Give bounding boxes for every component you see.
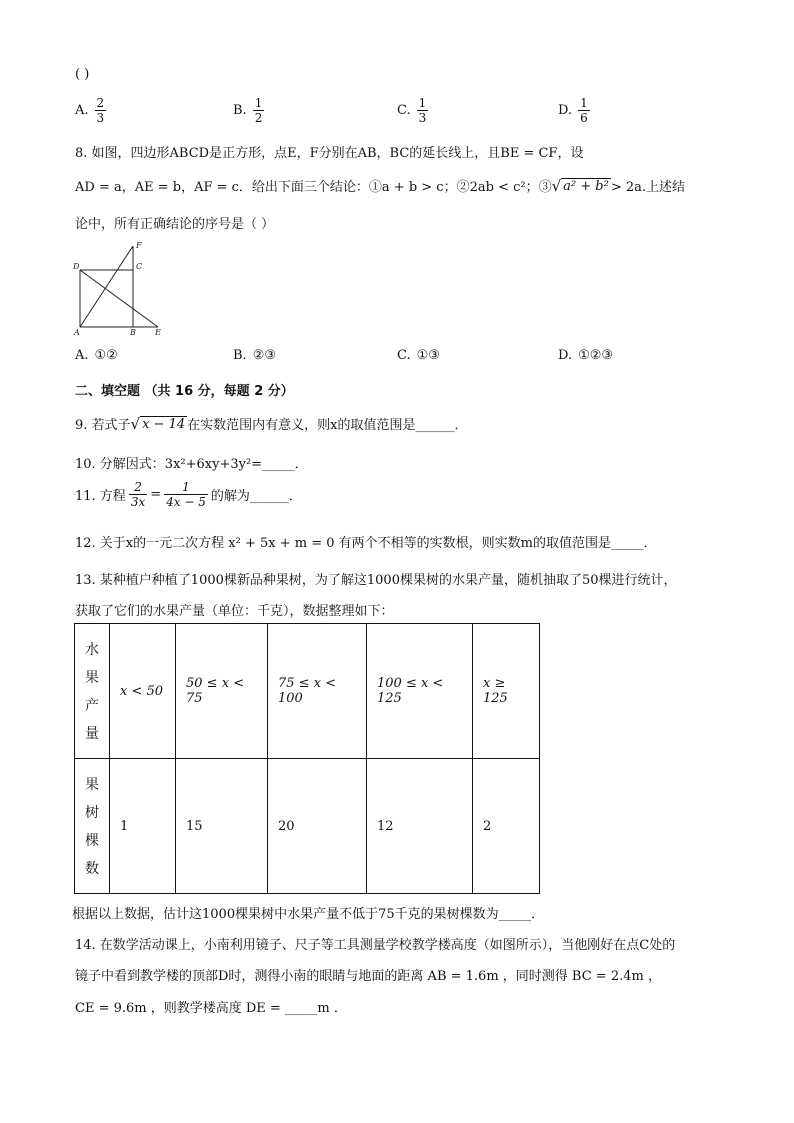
q11-prefix: 11. 方程 bbox=[75, 489, 126, 504]
q11-suffix: 的解为______． bbox=[210, 489, 302, 504]
option-label: B. bbox=[233, 348, 247, 363]
q7-option-d[interactable] bbox=[558, 96, 590, 125]
option-label: B. bbox=[233, 103, 247, 118]
fraction-right bbox=[164, 480, 208, 509]
q14-line-2: 镜子中看到教学楼的顶部D时，测得小南的眼睛与地面的距离 AB = 1.6m ，同时测得 BC = 2.4m ， bbox=[75, 969, 661, 984]
q7-options bbox=[75, 96, 755, 136]
header-char: 数 bbox=[85, 861, 99, 877]
option-label: D. bbox=[558, 348, 573, 363]
header-char: 果 bbox=[85, 670, 99, 686]
denominator: 3x bbox=[130, 495, 146, 509]
option-label: C. bbox=[397, 348, 411, 363]
label-f: F bbox=[136, 241, 142, 250]
row-header-count bbox=[75, 759, 110, 894]
numerator: 1 bbox=[182, 480, 190, 494]
option-text: ①②③ bbox=[578, 348, 614, 363]
q8-option-a[interactable] bbox=[75, 348, 118, 363]
fraction bbox=[253, 96, 265, 125]
q8-option-d[interactable] bbox=[558, 348, 613, 363]
option-label: A. bbox=[75, 103, 89, 118]
q8-line-2 bbox=[75, 176, 685, 195]
numerator: 1 bbox=[418, 96, 427, 110]
q13-after: 根据以上数据，估计这1000棵果树中水果产量不低于75千克的果树棵数为_____． bbox=[72, 907, 545, 922]
q14-line-3: CE = 9.6m ，则教学楼高度 DE = _____m ． bbox=[75, 1001, 347, 1016]
q8-option-b[interactable] bbox=[233, 348, 276, 363]
header-char: 果 bbox=[85, 777, 99, 793]
label-c: C bbox=[136, 262, 143, 271]
fraction-left bbox=[129, 480, 147, 509]
segment-af bbox=[80, 246, 133, 327]
row-header-yield bbox=[75, 624, 110, 759]
q11 bbox=[75, 480, 302, 509]
sqrt-expression: √ a² + b² bbox=[551, 176, 609, 195]
numerator: 2 bbox=[134, 480, 142, 494]
q8-line-2-text: AD = a，AE = b，AF = c．给出下面三个结论：①a + b > c；②2ab < c²；③ bbox=[75, 180, 552, 195]
header-char: 产 bbox=[85, 698, 99, 714]
option-label: A. bbox=[75, 348, 89, 363]
sqrt-expression: √ x − 14 bbox=[130, 414, 186, 433]
label-a: A bbox=[74, 328, 80, 337]
q8-line-1: 8. 如图，四边形ABCD是正方形，点E，F分别在AB，BC的延长线上，且BE = CF，设 bbox=[75, 146, 584, 161]
table-row-count bbox=[75, 759, 540, 894]
option-text: ①③ bbox=[416, 348, 440, 363]
denominator: 3 bbox=[418, 111, 427, 125]
q8-square-figure bbox=[70, 240, 170, 340]
option-label: D. bbox=[558, 103, 573, 118]
q12: 12. 关于x的一元二次方程 x² + 5x + m = 0 有两个不相等的实数根，则实数m的取值范围是_____． bbox=[75, 536, 657, 551]
numerator: 1 bbox=[254, 96, 263, 110]
q10: 10. 分解因式：3x²+6xy+3y²=_____． bbox=[75, 457, 308, 472]
q9 bbox=[75, 414, 467, 433]
header-char: 棵 bbox=[85, 833, 99, 849]
label-d: D bbox=[73, 262, 80, 271]
table-cell: 2 bbox=[473, 759, 540, 894]
denominator: 6 bbox=[580, 111, 588, 125]
fraction bbox=[578, 96, 590, 125]
numerator: 2 bbox=[96, 96, 105, 110]
label-b: B bbox=[130, 328, 136, 337]
table-cell: 75 ≤ x < 100 bbox=[268, 624, 367, 759]
option-text: ①② bbox=[94, 348, 118, 363]
denominator: 3 bbox=[96, 111, 105, 125]
denominator: 4x − 5 bbox=[166, 495, 206, 509]
fraction bbox=[417, 96, 429, 125]
table-cell: 50 ≤ x < 75 bbox=[176, 624, 268, 759]
table-cell: 1 bbox=[110, 759, 176, 894]
q9-suffix: 在实数范围内有意义，则x的取值范围是______． bbox=[187, 418, 468, 433]
q8-line-2-tail: > 2a.上述结 bbox=[610, 180, 685, 195]
denominator: 2 bbox=[254, 111, 263, 125]
q7-option-a[interactable] bbox=[75, 96, 106, 125]
table-cell: 12 bbox=[367, 759, 473, 894]
table-cell: 20 bbox=[268, 759, 367, 894]
equals-sign: = bbox=[150, 487, 162, 502]
table-cell: 100 ≤ x < 125 bbox=[367, 624, 473, 759]
q7-answer-bracket: ( ) bbox=[75, 67, 90, 82]
numerator: 1 bbox=[580, 96, 588, 110]
q7-option-b[interactable] bbox=[233, 96, 264, 125]
table-cell: 15 bbox=[176, 759, 268, 894]
table-cell: x ≥ 125 bbox=[473, 624, 540, 759]
header-char: 水 bbox=[85, 642, 99, 658]
radicand: x − 14 bbox=[142, 416, 186, 432]
section-title: 二、填空题 （共 16 分，每题 2 分） bbox=[75, 384, 294, 399]
q8-option-c[interactable] bbox=[397, 348, 440, 363]
q13-line-2: 获取了它们的水果产量（单位：千克），数据整理如下： bbox=[75, 604, 394, 619]
option-label: C. bbox=[397, 103, 411, 118]
option-text: ②③ bbox=[252, 348, 276, 363]
q8-line-3: 论中，所有正确结论的序号是（ ） bbox=[75, 217, 275, 232]
label-e: E bbox=[155, 328, 161, 337]
header-char: 量 bbox=[85, 726, 99, 742]
q13-line-1: 13. 某种植户种植了1000棵新品种果树，为了解这1000棵果树的水果产量，随机抽取了50棵进行统计， bbox=[75, 573, 677, 588]
q14-line-1: 14. 在数学活动课上，小南利用镜子、尺子等工具测量学校教学楼高度（如图所示），当他刚好在点C处的 bbox=[75, 938, 676, 953]
segment-de bbox=[80, 270, 158, 327]
fraction bbox=[95, 96, 107, 125]
q9-prefix: 9. 若式子 bbox=[75, 418, 131, 433]
q7-option-c[interactable] bbox=[397, 96, 428, 125]
yield-table bbox=[74, 623, 540, 894]
radicand: a² + b² bbox=[563, 178, 609, 194]
header-char: 树 bbox=[85, 805, 99, 821]
table-row-yield bbox=[75, 624, 540, 759]
table-cell: x < 50 bbox=[110, 624, 176, 759]
